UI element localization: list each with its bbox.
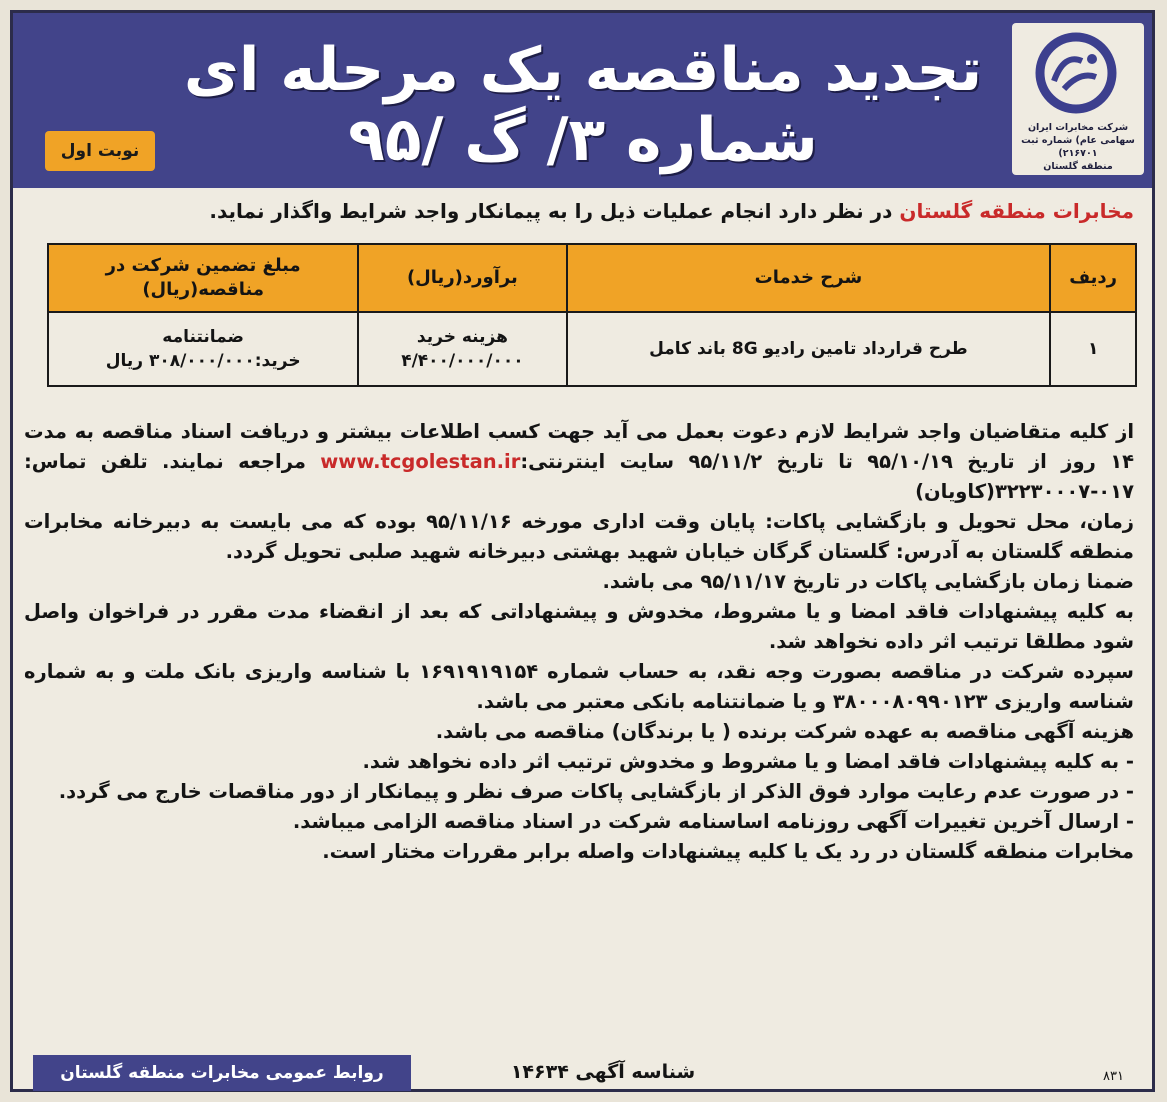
- website-link[interactable]: www.tcgolestan.ir: [320, 450, 521, 473]
- paragraph-contact-text: مراجعه نمایند. تلفن تماس: ۰۱۷-۳۲۲۳۰۰۰۷(کاویان): [24, 450, 1134, 503]
- intro-line: [34, 199, 1134, 223]
- notice-body: [24, 417, 1134, 867]
- logo-line-1: شرکت مخابرات ایران: [1027, 122, 1129, 133]
- notice-header: [13, 13, 1152, 188]
- header-estimate: برآورد(ریال): [358, 244, 566, 312]
- org-name: مخابرات منطقه گلستان: [899, 199, 1134, 223]
- ad-identifier: شناسه آگهی ۱۴۶۳۴: [510, 1061, 696, 1083]
- logo-line-2: سهامی عام) شماره ثبت ۲۱۶۷۰۱): [1021, 135, 1135, 159]
- paragraph-rule-3: - ارسال آخرین تغییرات آگهی روزنامه اساسنامه شرکت در اسناد مناقصه الزامی میباشد.: [292, 810, 1134, 833]
- paragraph-invalid-bids: به کلیه پیشنهادات فاقد امضا و یا مشروط، مخدوش و پیشنهاداتی که بعد از انقضاء مدت مقرر در فراخوان واصل شود مطلقا ترتیب اثر داده نخواهد شد.: [24, 600, 1134, 653]
- row-guarantee: [48, 312, 358, 386]
- notice-title: تجدید مناقصه یک مرحله ای: [183, 35, 983, 105]
- logo-caption: [1014, 121, 1142, 173]
- public-relations-footer: روابط عمومی مخابرات منطقه گلستان: [33, 1055, 411, 1091]
- tci-logo-icon: [1034, 31, 1118, 115]
- row-estimate-label: هزینه خرید: [416, 327, 508, 347]
- round-badge: نوبت اول: [45, 131, 155, 171]
- notice-number: شماره ۳/ گ /۹۵: [348, 105, 818, 175]
- header-row-number: ردیف: [1050, 244, 1136, 312]
- header-guarantee-line-2: مناقصه(ریال): [142, 279, 264, 300]
- row-description: طرح قرارداد تامین رادیو 8G باند کامل: [567, 312, 1051, 386]
- paragraph-rule-2: - در صورت عدم رعایت موارد فوق الذکر از بازگشایی پاکات صرف نظر و پیمانکار از دور مناقصات خارج می گردد.: [58, 780, 1134, 803]
- paragraph-rule-1: - به کلیه پیشنهادات فاقد امضا و یا مشروط و مخدوش ترتیب اثر داده نخواهد شد.: [362, 750, 1134, 773]
- paragraph-documents-text: از کلیه متقاضیان واجد شرایط لازم دعوت بعمل می آید جهت کسب اطلاعات بیشتر و دریافت اسناد مناقصه به مدت ۱۴ روز از تاریخ ۹۵/۱۰/۱۹ تا تاریخ ۹۵/۱۱/۲ سایت اینترنتی:: [24, 420, 1135, 473]
- row-number: ۱: [1050, 312, 1136, 386]
- paragraph-delivery: زمان، محل تحویل و بازگشایی پاکات: پایان وقت اداری مورخه ۹۵/۱۱/۱۶ بوده که می بایست به دبیرخانه مخابرات منطقه گلستان به آدرس: گلستان گرگان خیابان شهید بهشتی دبیرخانه شهید صلبی تحویل گردد.: [24, 510, 1134, 563]
- header-guarantee: [48, 244, 358, 312]
- company-logo: [1012, 23, 1144, 175]
- row-guarantee-label: ضمانتنامه: [162, 327, 244, 347]
- header-guarantee-line-1: مبلغ تضمین شرکت در: [105, 255, 301, 276]
- table-row: [48, 312, 1136, 386]
- logo-line-3: منطقه گلستان: [1043, 161, 1113, 172]
- paragraph-documents: [24, 417, 1134, 507]
- services-table: [47, 243, 1137, 387]
- table-header-row: [48, 244, 1136, 312]
- row-estimate: [358, 312, 566, 386]
- tender-notice: [10, 10, 1155, 1092]
- intro-text: در نظر دارد انجام عملیات ذیل را به پیمانکار واجد شرایط واگذار نماید.: [209, 199, 900, 223]
- header-description: شرح خدمات: [567, 244, 1051, 312]
- paragraph-rights: مخابرات منطقه گلستان در رد یک یا کلیه پیشنهادات واصله برابر مقررات مختار است.: [322, 840, 1134, 863]
- page-number: ۸۳۱: [1103, 1069, 1124, 1084]
- row-guarantee-value: خرید:۳۰۸/۰۰۰/۰۰۰ ریال: [105, 351, 301, 371]
- paragraph-opening: ضمنا زمان بازگشایی پاکات در تاریخ ۹۵/۱۱/۱۷ می باشد.: [602, 570, 1134, 593]
- paragraph-ad-cost: هزینه آگهی مناقصه به عهده شرکت برنده ( یا برندگان) مناقصه می باشد.: [435, 720, 1134, 743]
- paragraph-deposit: سپرده شرکت در مناقصه بصورت وجه نقد، به حساب شماره ۱۶۹۱۹۱۹۱۵۴ با شناسه واریزی بانک ملت و به شماره شناسه واریزی ۳۸۰۰۰۸۰۹۹۰۱۲۳ و یا ضمانتنامه بانکی معتبر می باشد.: [24, 660, 1134, 713]
- row-estimate-value: ۴/۴۰۰/۰۰۰/۰۰۰: [401, 351, 524, 371]
